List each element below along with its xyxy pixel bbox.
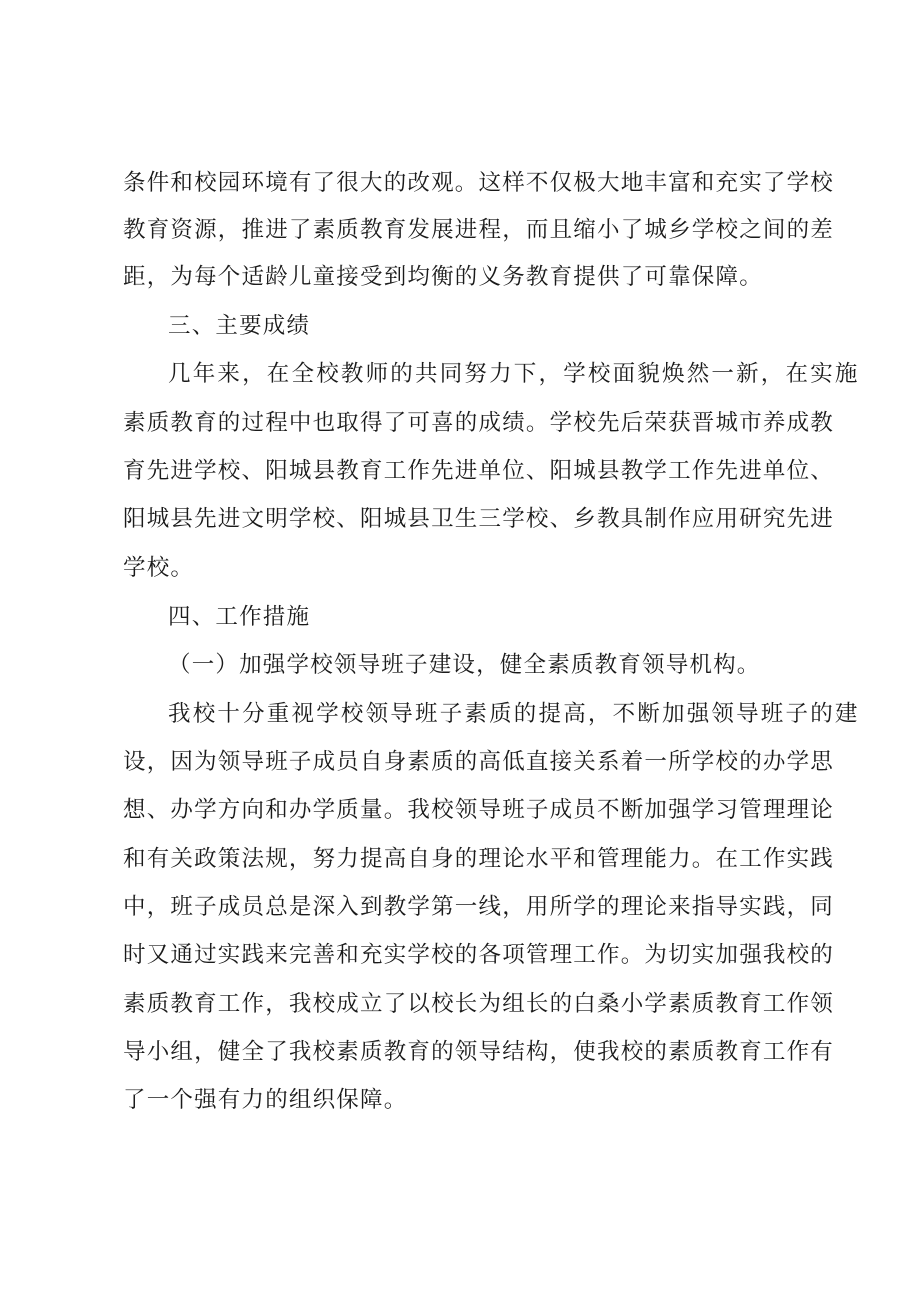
- paragraph-3-line-3: 想、办学方向和办学质量。我校领导班子成员不断加强学习管理理论: [123, 797, 835, 823]
- paragraph-1-line-2: 教育资源，推进了素质教育发展进程，而且缩小了城乡学校之间的差: [123, 217, 835, 243]
- paragraph-1-line-3: 距，为每个适龄儿童接受到均衡的义务教育提供了可靠保障。: [123, 264, 763, 290]
- paragraph-3-line-1: 我校十分重视学校领导班子素质的提高，不断加强领导班子的建: [168, 701, 860, 727]
- paragraph-3-line-2: 设，因为领导班子成员自身素质的高低直接关系着一所学校的办学思: [123, 749, 835, 775]
- section-heading-results: 三、主要成绩: [168, 313, 311, 339]
- paragraph-2-line-1: 几年来，在全校教师的共同努力下，学校面貌焕然一新，在实施: [168, 361, 860, 387]
- section-heading-measures: 四、工作措施: [168, 604, 311, 630]
- paragraph-1-line-1: 条件和校园环境有了很大的改观。这样不仅极大地丰富和充实了学校: [123, 170, 835, 196]
- paragraph-3-line-6: 时又通过实践来完善和充实学校的各项管理工作。为切实加强我校的: [123, 942, 835, 968]
- paragraph-3-line-9: 了一个强有力的组织保障。: [123, 1087, 408, 1113]
- paragraph-3-line-5: 中，班子成员总是深入到教学第一线，用所学的理论来指导实践，同: [123, 894, 835, 920]
- paragraph-2-line-4: 阳城县先进文明学校、阳城县卫生三学校、乡教具制作应用研究先进: [123, 506, 835, 532]
- paragraph-3-line-4: 和有关政策法规，努力提高自身的理论水平和管理能力。在工作实践: [123, 846, 835, 872]
- paragraph-2-line-3: 育先进学校、阳城县教育工作先进单位、阳城县教学工作先进单位、: [123, 458, 835, 484]
- paragraph-3-line-7: 素质教育工作，我校成立了以校长为组长的白桑小学素质教育工作领: [123, 991, 835, 1017]
- paragraph-2-line-5: 学校。: [123, 555, 195, 581]
- subsection-heading-leadership: （一）加强学校领导班子建设，健全素质教育领导机构。: [168, 652, 761, 678]
- paragraph-3-line-8: 导小组，健全了我校素质教育的领导结构，使我校的素质教育工作有: [123, 1039, 835, 1065]
- paragraph-2-line-2: 素质教育的过程中也取得了可喜的成绩。学校先后荣获晋城市养成教: [123, 410, 835, 436]
